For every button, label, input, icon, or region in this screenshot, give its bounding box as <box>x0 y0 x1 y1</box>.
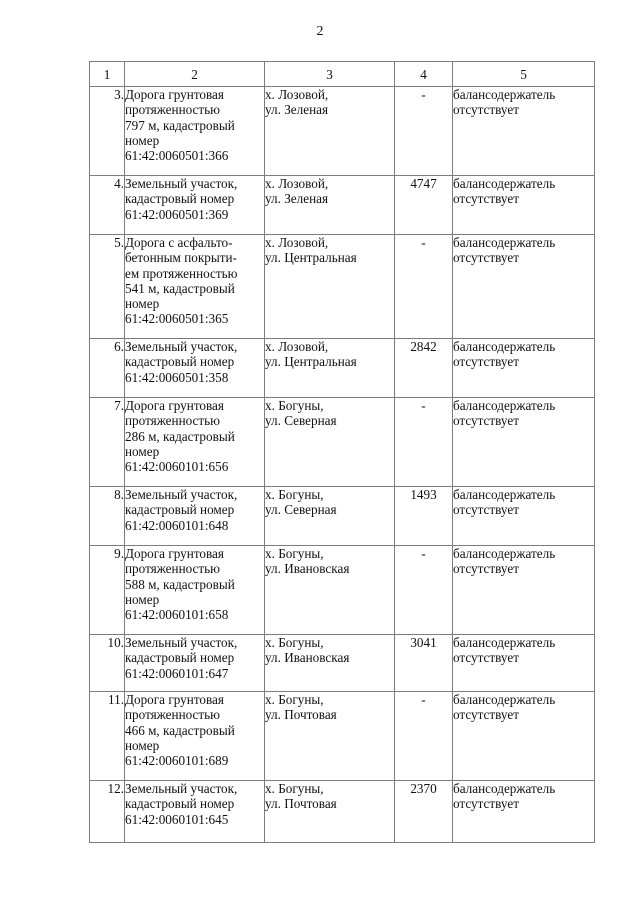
object-name-line: 61:42:0060101:689 <box>125 753 229 769</box>
balance-holder-cell <box>453 487 595 546</box>
object-name-cell <box>125 235 265 339</box>
balance-holder-line: балансодержатель <box>453 398 556 413</box>
object-name-line: номер <box>125 737 160 753</box>
object-name-line: Земельный участок, <box>125 781 238 796</box>
object-name-cell <box>125 635 265 692</box>
area-cell: - <box>395 87 453 176</box>
address-line: ул. Ивановская <box>265 650 350 666</box>
balance-holder-line: балансодержатель <box>453 235 556 250</box>
address-line: ул. Зеленая <box>265 191 329 207</box>
address-line: х. Богуны, <box>265 487 324 502</box>
address-line: ул. Северная <box>265 413 337 429</box>
row-number: 7. <box>90 398 125 487</box>
table-row <box>90 635 595 692</box>
address-line: ул. Северная <box>265 502 337 518</box>
address-line: ул. Центральная <box>265 250 357 266</box>
object-name-line: протяженностью <box>125 707 221 723</box>
header-col-3: 3 <box>265 62 395 87</box>
table-row <box>90 87 595 176</box>
object-name-line: 797 м, кадастровый <box>125 117 235 133</box>
address-cell <box>265 235 395 339</box>
object-name-cell <box>125 339 265 398</box>
area-cell: - <box>395 235 453 339</box>
balance-holder-line: отсутствует <box>453 650 519 666</box>
address-cell <box>265 635 395 692</box>
table-row <box>90 487 595 546</box>
object-name-line: Земельный участок, <box>125 339 238 354</box>
header-col-5: 5 <box>453 62 595 87</box>
object-name-line: ем протяженностью <box>125 265 238 281</box>
object-name-line: 61:42:0060501:369 <box>125 206 229 222</box>
object-name-line: 61:42:0060501:366 <box>125 148 229 164</box>
balance-holder-cell <box>453 692 595 781</box>
header-col-4: 4 <box>395 62 453 87</box>
object-name-line: Дорога грунтовая <box>125 398 224 413</box>
table-header <box>90 62 595 87</box>
header-col-2: 2 <box>125 62 265 87</box>
balance-holder-cell <box>453 87 595 176</box>
object-name-line: 61:42:0060101:658 <box>125 607 229 623</box>
object-name-cell <box>125 176 265 235</box>
balance-holder-cell <box>453 635 595 692</box>
row-number: 3. <box>90 87 125 176</box>
address-line: ул. Почтовая <box>265 796 337 812</box>
object-name-line: 466 м, кадастровый <box>125 722 235 738</box>
table-row <box>90 781 595 843</box>
balance-holder-line: отсутствует <box>453 354 519 370</box>
balance-holder-line: балансодержатель <box>453 781 556 796</box>
address-line: ул. Ивановская <box>265 561 350 577</box>
address-line: х. Лозовой, <box>265 87 329 102</box>
object-name-line: протяженностью <box>125 561 221 577</box>
object-name-line: 61:42:0060501:365 <box>125 311 229 327</box>
object-name-cell <box>125 546 265 635</box>
object-name-cell <box>125 87 265 176</box>
balance-holder-line: балансодержатель <box>453 546 556 561</box>
row-number: 10. <box>90 635 125 692</box>
area-cell: - <box>395 398 453 487</box>
row-number: 8. <box>90 487 125 546</box>
object-name-line: 61:42:0060101:647 <box>125 665 229 681</box>
address-cell <box>265 176 395 235</box>
object-name-line: 61:42:0060101:645 <box>125 811 229 827</box>
object-name-line: 61:42:0060101:648 <box>125 517 229 533</box>
row-number: 11. <box>90 692 125 781</box>
balance-holder-line: балансодержатель <box>453 176 556 191</box>
object-name-line: номер <box>125 132 160 148</box>
area-cell: 3041 <box>395 635 453 692</box>
page-number: 2 <box>316 24 324 39</box>
address-cell <box>265 339 395 398</box>
balance-holder-line: отсутствует <box>453 250 519 266</box>
object-name-line: номер <box>125 296 160 312</box>
row-number: 9. <box>90 546 125 635</box>
address-cell <box>265 692 395 781</box>
table-body <box>90 87 595 843</box>
object-name-line: кадастровый номер <box>125 650 235 666</box>
address-line: ул. Почтовая <box>265 707 337 723</box>
object-name-line: Дорога с асфальто- <box>125 235 233 250</box>
address-line: х. Богуны, <box>265 546 324 561</box>
address-line: х. Богуны, <box>265 781 324 796</box>
object-name-line: 541 м, кадастровый <box>125 280 235 296</box>
address-cell <box>265 87 395 176</box>
object-name-line: кадастровый номер <box>125 796 235 812</box>
address-cell <box>265 398 395 487</box>
area-cell: 2842 <box>395 339 453 398</box>
address-cell <box>265 781 395 843</box>
address-line: ул. Зеленая <box>265 102 329 118</box>
balance-holder-line: отсутствует <box>453 413 519 429</box>
balance-holder-line: отсутствует <box>453 707 519 723</box>
object-name-line: Дорога грунтовая <box>125 546 224 561</box>
address-line: ул. Центральная <box>265 354 357 370</box>
row-number: 6. <box>90 339 125 398</box>
balance-holder-line: балансодержатель <box>453 339 556 354</box>
property-table <box>89 61 595 843</box>
object-name-line: бетонным покрыти- <box>125 250 237 266</box>
header-col-1: 1 <box>90 62 125 87</box>
object-name-line: кадастровый номер <box>125 502 235 518</box>
address-line: х. Богуны, <box>265 635 324 650</box>
object-name-line: Дорога грунтовая <box>125 692 224 707</box>
balance-holder-line: балансодержатель <box>453 692 556 707</box>
header-row <box>90 62 595 87</box>
address-cell <box>265 487 395 546</box>
object-name-line: Дорога грунтовая <box>125 87 224 102</box>
object-name-line: 588 м, кадастровый <box>125 576 235 592</box>
object-name-line: 61:42:0060501:358 <box>125 369 229 385</box>
table-row <box>90 546 595 635</box>
address-cell <box>265 546 395 635</box>
object-name-line: Земельный участок, <box>125 487 238 502</box>
area-cell: 1493 <box>395 487 453 546</box>
object-name-line: кадастровый номер <box>125 354 235 370</box>
address-line: х. Лозовой, <box>265 339 329 354</box>
object-name-cell <box>125 487 265 546</box>
object-name-cell <box>125 398 265 487</box>
address-line: х. Лозовой, <box>265 176 329 191</box>
object-name-cell <box>125 781 265 843</box>
address-line: х. Богуны, <box>265 692 324 707</box>
balance-holder-line: балансодержатель <box>453 87 556 102</box>
table-row <box>90 176 595 235</box>
row-number: 4. <box>90 176 125 235</box>
table-row <box>90 339 595 398</box>
balance-holder-cell <box>453 339 595 398</box>
object-name-line: 61:42:0060101:656 <box>125 459 229 475</box>
balance-holder-line: отсутствует <box>453 502 519 518</box>
table-row <box>90 692 595 781</box>
balance-holder-cell <box>453 546 595 635</box>
row-number: 5. <box>90 235 125 339</box>
balance-holder-cell <box>453 176 595 235</box>
balance-holder-cell <box>453 235 595 339</box>
balance-holder-line: отсутствует <box>453 102 519 118</box>
balance-holder-line: отсутствует <box>453 191 519 207</box>
area-cell: 2370 <box>395 781 453 843</box>
object-name-line: Земельный участок, <box>125 176 238 191</box>
object-name-line: 286 м, кадастровый <box>125 428 235 444</box>
balance-holder-line: отсутствует <box>453 796 519 812</box>
object-name-cell <box>125 692 265 781</box>
object-name-line: номер <box>125 443 160 459</box>
row-number: 12. <box>90 781 125 843</box>
balance-holder-line: балансодержатель <box>453 635 556 650</box>
balance-holder-line: отсутствует <box>453 561 519 577</box>
balance-holder-cell <box>453 398 595 487</box>
area-cell: - <box>395 546 453 635</box>
object-name-line: кадастровый номер <box>125 191 235 207</box>
object-name-line: номер <box>125 591 160 607</box>
object-name-line: протяженностью <box>125 413 221 429</box>
table-row <box>90 235 595 339</box>
object-name-line: Земельный участок, <box>125 635 238 650</box>
balance-holder-cell <box>453 781 595 843</box>
table-row <box>90 398 595 487</box>
area-cell: - <box>395 692 453 781</box>
address-line: х. Лозовой, <box>265 235 329 250</box>
area-cell: 4747 <box>395 176 453 235</box>
balance-holder-line: балансодержатель <box>453 487 556 502</box>
object-name-line: протяженностью <box>125 102 221 118</box>
address-line: х. Богуны, <box>265 398 324 413</box>
